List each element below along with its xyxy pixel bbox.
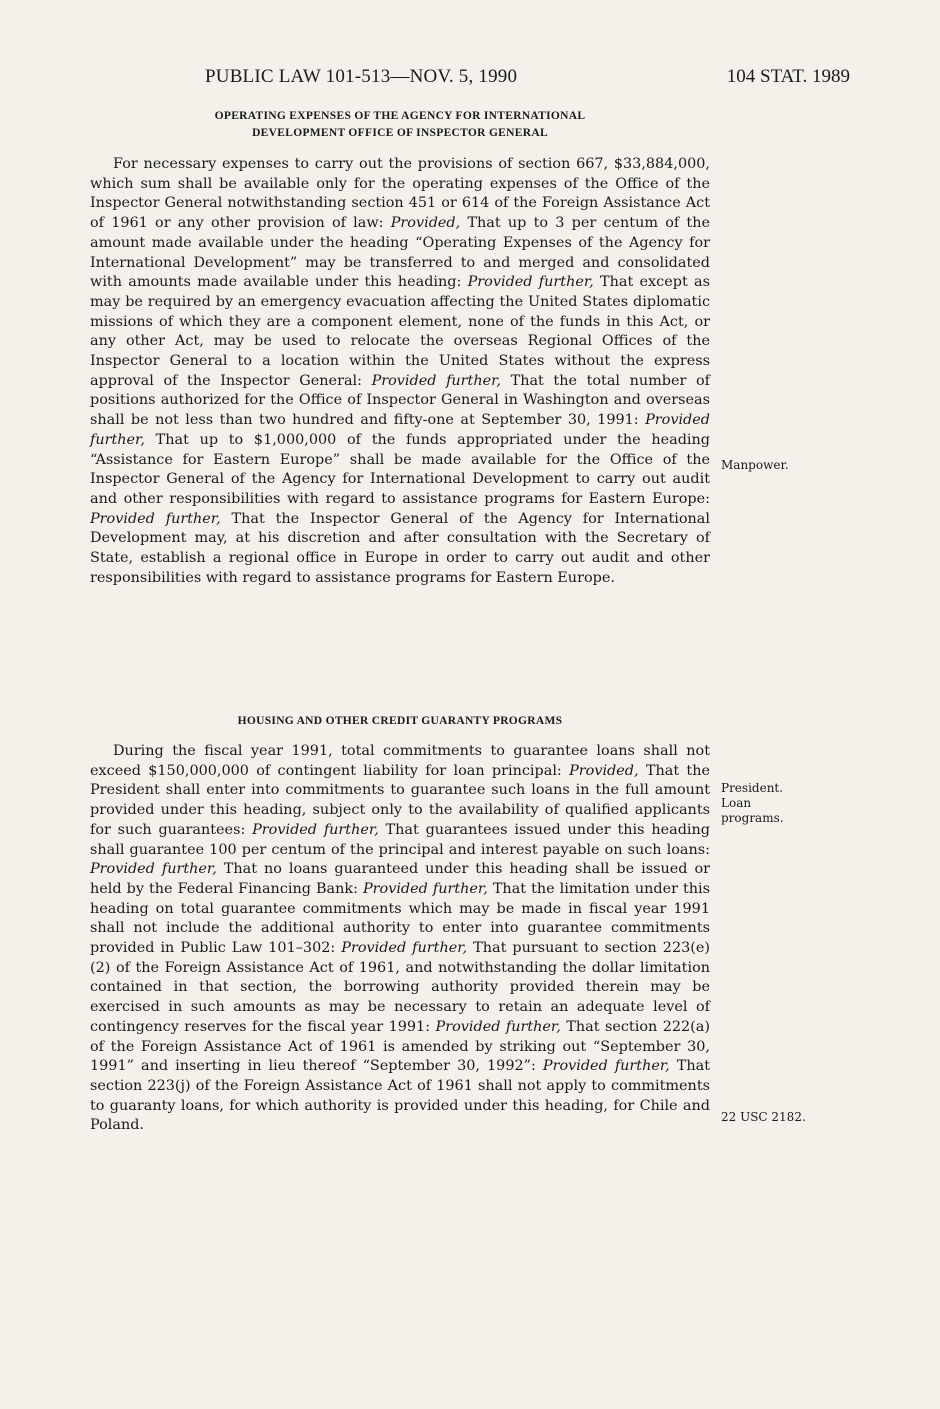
text-run: That section 223(j) of the Foreign Assistance Act of 1961 shall not apply to commitments to guaranty loans, for which authority is provided under this heading, for Chile and Poland. — [90, 1058, 711, 1134]
proviso: Provided further, — [542, 1058, 670, 1075]
proviso: Provided, — [569, 762, 639, 779]
margin-note-line: programs. — [721, 811, 784, 825]
margin-note-manpower: Manpower. — [721, 458, 789, 472]
oig-paragraph — [90, 155, 710, 588]
running-head: PUBLIC LAW 101-513—NOV. 5, 1990 — [205, 66, 518, 87]
margin-note-line: President. — [721, 781, 784, 795]
housing-paragraph — [90, 742, 710, 1136]
proviso: Provided further, — [362, 880, 488, 897]
text-run: That up to $1,000,000 of the funds appropriated under the heading “Assistance for Eastern Europe” shall be made available for the Office of the Inspector General of the Agency for International Development to carry out audit and other responsibilities with regard to assistance programs for Eastern Europe: — [90, 431, 710, 507]
statute-page-number: 104 STAT. 1989 — [726, 66, 850, 87]
margin-note-usc-citation: 22 USC 2182. — [721, 1110, 806, 1124]
proviso: Provided further, — [435, 1018, 561, 1035]
text-run: That pursuant to section 223(e)(2) of the Foreign Assistance Act of 1961, and notwithstanding the dollar limitation contained in that section, the borrowing authority provided therein may be exercised in such amounts as may be necessary to retain an adequate level of contingency reserves for the fiscal year 1991: — [90, 940, 711, 1035]
margin-note-line: Loan — [721, 796, 752, 810]
section-heading-oig — [90, 108, 710, 142]
proviso: Provided further, — [90, 510, 221, 527]
text-run: That guarantees issued under this heading shall guarantee 100 per centum of the principal and interest payable on such loans: — [90, 821, 710, 858]
text-run: During the fiscal year 1991, total commitments to guarantee loans shall not exceed $150,000,000 of contingent liability for loan principal: — [90, 743, 710, 779]
text-run: That the total number of positions authorized for the Office of Inspector General in Washington and overseas shall be not less than two hundred and fifty-one at September 30, 1991: — [90, 372, 710, 429]
text-run: For necessary expenses to carry out the provisions of section 667, $33,884,000, which sum shall be available only for the operating expenses of the Office of the Inspector General notwithstanding section 451 or 614 of the Foreign Assistance Act of 1961 or any other provision of law: — [90, 156, 710, 232]
proviso: Provided further, — [90, 861, 217, 878]
page-header — [90, 66, 850, 90]
text-run: That no loans guaranteed under this heading shall be issued or held by the Federal Financing Bank: — [90, 861, 710, 897]
text-run: That except as may be required by an emergency evacuation affecting the United States diplomatic missions of which they are a component element, none of the funds in this Act, or any other Act, may be used to relocate the overseas Regional Offices of the Inspector General to a location within the United States without the express approval of the Inspector General: — [90, 274, 710, 389]
proviso: Provided further, — [90, 412, 710, 448]
proviso: Provided further, — [341, 940, 468, 957]
section-heading-line: OPERATING EXPENSES OF THE AGENCY FOR INTERNATIONAL — [214, 110, 586, 122]
text-run: That the limitation under this heading on total guarantee commitments which may be made in fiscal year 1991 shall not include the additional authority to enter into guarantee commitments provided in Public Law 101–302: — [90, 880, 711, 957]
margin-note-president-loan-programs — [721, 781, 784, 826]
proviso: Provided further, — [252, 821, 379, 838]
text-run: That section 222(a) of the Foreign Assistance Act of 1961 is amended by striking out “September 30, 1991” and inserting in lieu thereof “September 30, 1992”: — [90, 1018, 710, 1075]
proviso: Provided, — [390, 215, 461, 232]
text-run: That the President shall enter into commitments to guarantee such loans in the full amount provided under this heading, subject only to the availability of qualified applicants for such guarantees: — [90, 762, 710, 838]
proviso: Provided further, — [371, 372, 501, 389]
section-heading-line: DEVELOPMENT OFFICE OF INSPECTOR GENERAL — [252, 127, 548, 139]
proviso: Provided further, — [467, 274, 594, 291]
section-heading-housing: HOUSING AND OTHER CREDIT GUARANTY PROGRAMS — [237, 715, 563, 727]
text-run: That the Inspector General of the Agency for International Development may, at his discretion and after consultation with the Secretary of State, establish a regional office in Europe in order to carry out audit and other responsibilities with regard to assistance programs for Eastern Europe. — [90, 510, 710, 586]
text-run: That up to 3 per centum of the amount made available under the heading “Operating Expenses of the Agency for International Development” may be transferred to and merged and consolidated with amounts made available under this heading: — [90, 215, 710, 291]
